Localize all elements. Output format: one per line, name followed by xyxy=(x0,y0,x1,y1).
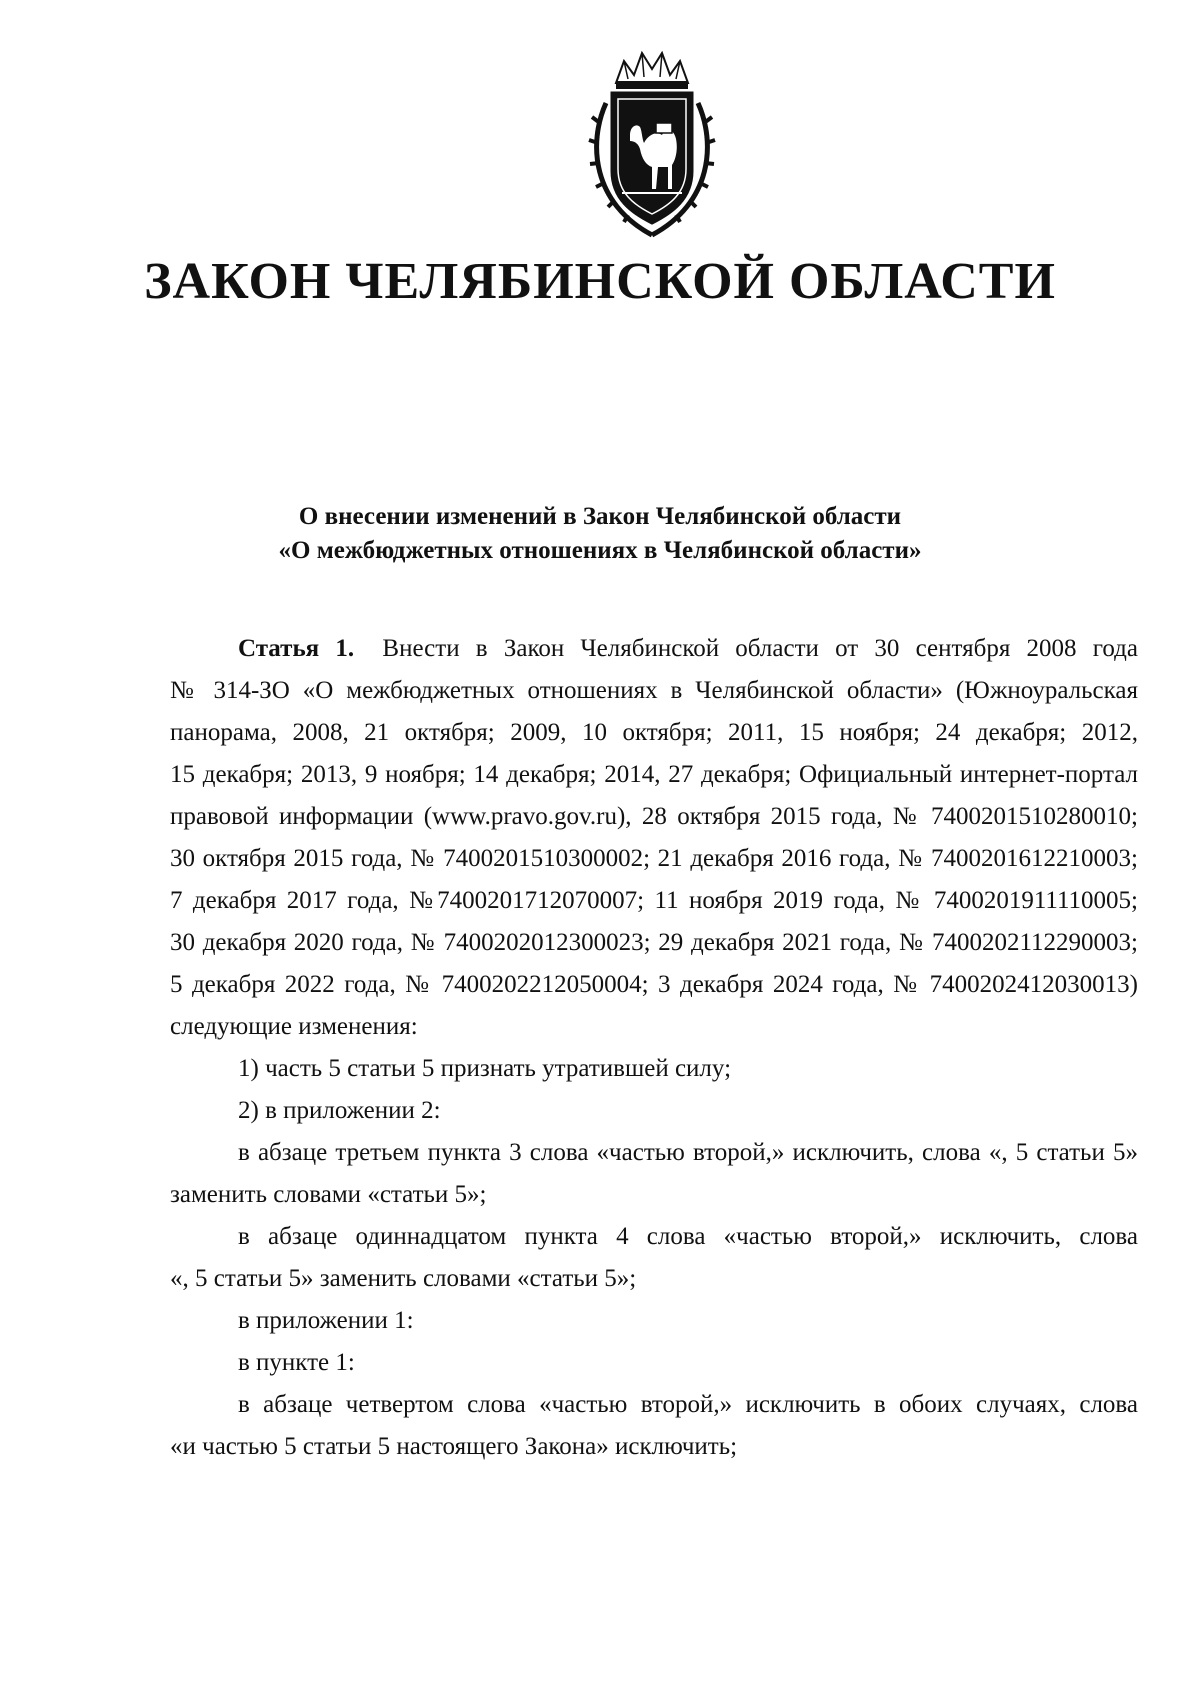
body-line: «, 5 статьи 5» заменить словами «статьи 5»; xyxy=(170,1265,637,1292)
body-line: следующие изменения: xyxy=(170,1013,418,1040)
body-line: «и частью 5 статьи 5 настоящего Закона» исключить; xyxy=(170,1433,738,1460)
body-line: заменить словами «статьи 5»; xyxy=(170,1181,487,1208)
body-line: в пункте 1: xyxy=(238,1349,355,1376)
law-subtitle xyxy=(170,500,1030,568)
body-line: 15 декабря; 2013, 9 ноября; 14 декабря; 2014, 27 декабря; Официальный интернет-портал xyxy=(170,761,1138,788)
article-label: Статья 1. xyxy=(238,635,355,662)
list-item: 1) часть 5 статьи 5 признать утратившей силу; xyxy=(238,1055,732,1082)
law-body xyxy=(170,628,1138,1468)
subtitle-line: О внесении изменений в Закон Челябинской области xyxy=(298,503,902,530)
body-line: панорама, 2008, 21 октября; 2009, 10 октября; 2011, 15 ноября; 24 декабря; 2012, xyxy=(170,719,1138,746)
article-text: Внести в Закон Челябинской области от 30 сентября 2008 года xyxy=(382,635,1138,662)
document-title: ЗАКОН ЧЕЛЯБИНСКОЙ ОБЛАСТИ xyxy=(144,253,1056,310)
coat-of-arms-emblem xyxy=(572,43,732,243)
body-line: в абзаце одиннадцатом пункта 4 слова «частью второй,» исключить, слова xyxy=(238,1223,1138,1250)
body-line: в абзаце четвертом слова «частью второй,» исключить в обоих случаях, слова xyxy=(238,1391,1138,1418)
body-line: в абзаце третьем пункта 3 слова «частью второй,» исключить, слова «, 5 статьи 5» xyxy=(238,1139,1138,1166)
body-line: 5 декабря 2022 года, № 7400202212050004; 3 декабря 2024 года, № 7400202412030013) xyxy=(170,971,1138,998)
body-line: № 314-ЗО «О межбюджетных отношениях в Челябинской области» (Южноуральская xyxy=(170,677,1138,704)
body-line: 30 декабря 2020 года, № 7400202012300023; 29 декабря 2021 года, № 7400202112290003; xyxy=(170,929,1138,956)
body-line: 30 октября 2015 года, № 7400201510300002; 21 декабря 2016 года, № 7400201612210003; xyxy=(170,845,1138,872)
subtitle-line: «О межбюджетных отношениях в Челябинской области» xyxy=(278,537,922,564)
list-item: 2) в приложении 2: xyxy=(238,1097,441,1124)
body-line: 7 декабря 2017 года, №7400201712070007; 11 ноября 2019 года, № 7400201911110005; xyxy=(170,887,1138,914)
article-1-first-line xyxy=(170,628,1138,670)
body-line: правовой информации (www.pravo.gov.ru), 28 октября 2015 года, № 7400201510280010; xyxy=(170,803,1138,830)
body-line: в приложении 1: xyxy=(238,1307,414,1334)
